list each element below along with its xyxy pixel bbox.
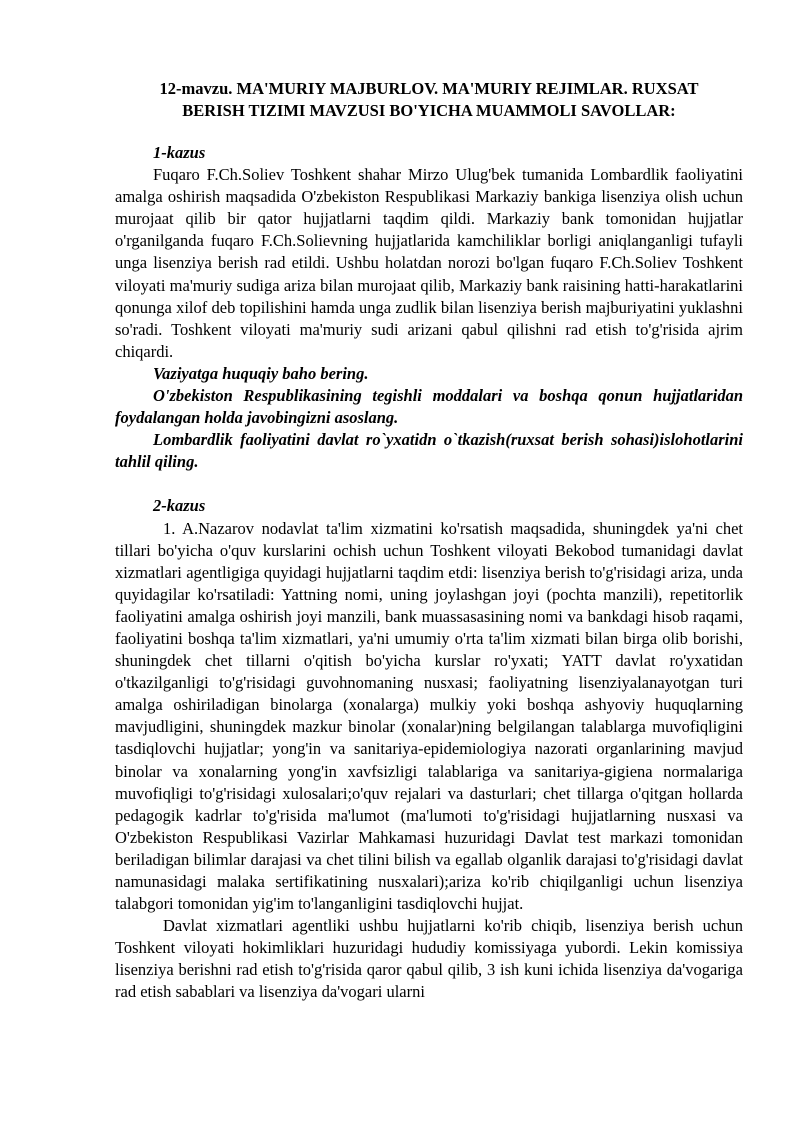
case-2 (115, 495, 743, 1003)
case-2-heading: 2-kazus (153, 496, 206, 516)
case-1-body: Fuqaro F.Ch.Soliev Toshkent shahar Mirzo Ulug'bek tumanida Lombardlik faoliyatini amalga oshirish maqsadida O'zbekiston Respublikasi Markaziy bankiga lisenziya olish uchun murojaat qilib bir qator hujjatlarni taqdim qildi. Markaziy bank tomonidan hujjatlar o'rganilganda fuqaro F.Ch.Solievning hujjatlarida kamchiliklar borligi aniqlanganligi tufayli unga lisenziya berish rad etildi. Ushbu holatdan norozi bo'lgan fuqaro F.Ch.Soliev Toshkent viloyati ma'muriy sudiga ariza bilan murojaat qilib, Markaziy bank raisining hatti-harakatlarini qonunga xilof deb topilishini hamda unga zudlik bilan lisenziya berish majburiyatini yuklashni so'radi. Toshkent viloyati ma'muriy sudi arizani qabul qilishni rad etish to'g'risida ajrim chiqardi. (115, 165, 743, 361)
case-1-task-2: O'zbekiston Respublikasining tegishli moddalari va boshqa qonun hujjatlaridan foydalangan holda javobingizni asoslang. (115, 386, 743, 428)
case-1 (115, 142, 743, 473)
case-2-paragraph-1: 1. A.Nazarov nodavlat ta'lim xizmatini ko'rsatish maqsadida, shuningdek ya'ni chet tillari bo'yicha o'quv kurslarini ochish uchun Toshkent viloyati Bekobod tumanidagi davlat xizmatlari agentligiga quyidagi hujjatlarni taqdim etdi: lisenziya berish to'g'risidagi ariza, unda quyidagilar ko'rsatiladi: Yattning nomi, uning joylashgan joyi (pochta manzili), repetitorlik faoliyatini amalga oshirish joyi manzili, bank muassasasining nomi va bankdagi hisob raqami, faoliyatini boshqa ta'lim xizmatlari, ya'ni umumiy o'rta ta'lim xizmati bilan birga olib borishi, shuningdek chet tillarni o'qitish bo'yicha kurslar ro'yxati; YATT davlat ro'yxatidan o'tkazilganligi to'g'risidagi guvohnomaning nusxasi; faoliyatning lisenziyalanayotgan turi amalga oshiriladigan binolarga (xonalarga) mulkiy yoki boshqa ashyoviy huquqlarning mavjudligini, shuningdek mazkur binolar (xonalar)ning belgilangan talablarga muvofiqligini tasdiqlovchi hujjatlar; yong'in va sanitariya-epidemiologiya nazorati organlarining mavjud binolar va xonalarning yong'in xavfsizligi talablariga va sanitariya-gigiena normalariga muvofiqligi to'g'risidagi xulosalari;o'quv rejalari va dasturlari; chet tillarga o'qitgan hollarda pedagogik kadrlar to'g'risida ma'lumot (ma'lumoti to'g'risidagi hujjatlarning nusxasi va O'zbekiston Respublikasi Vazirlar Mahkamasi huzuridagi Davlat test markazi tomonidan beriladigan bilimlar darajasi va chet tilini bilish va egallab olganlik darajasi to'g'risidagi davlat namunasidagi malaka sertifikatining nusxalari);ariza ko'rib chiqilganligi uchun lisenziya talabgori tomonidan yig'im to'langanligini tasdiqlovchi hujjat. (115, 518, 743, 914)
case-1-task-1: Vaziyatga huquqiy baho bering. (153, 363, 369, 383)
page-title (115, 78, 743, 122)
title-line-1: 12-mavzu. MA'MURIY MAJBURLOV. MA'MURIY REJIMLAR. RUXSAT (159, 79, 699, 98)
title-line-2: BERISH TIZIMI MAVZUSI BO'YICHA MUAMMOLI SAVOLLAR: (182, 101, 676, 120)
case-2-paragraph-2: Davlat xizmatlari agentliki ushbu hujjatlarni ko'rib chiqib, lisenziya berish uchun Toshkent viloyati hokimliklari huzuridagi hududiy komissiyaga yubordi. Lekin komissiya lisenziya berishni rad etish to'g'risida qaror qabul qilib, 3 ish kuni ichida lisenziya da'vogariga rad etish sabablari va lisenziya da'vogari ularni (115, 916, 743, 1002)
section-spacer (115, 473, 743, 495)
case-1-heading: 1-kazus (153, 143, 206, 162)
case-1-task-3: Lombardlik faoliyatini davlat ro`yxatidn o`tkazish(ruxsat berish sohasi)islohotlarini tahlil qiling. (115, 430, 743, 472)
